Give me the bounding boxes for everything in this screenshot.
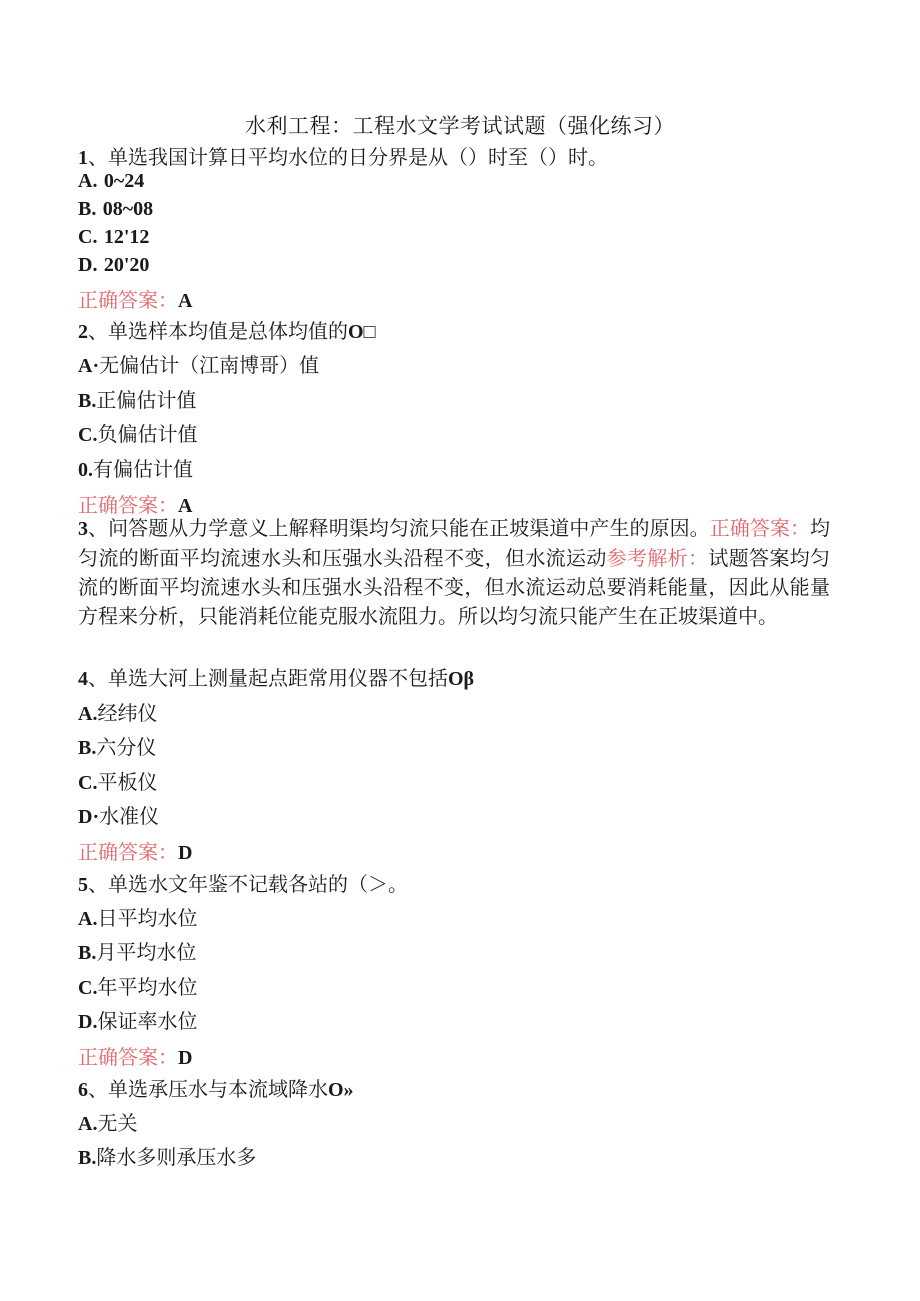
analysis-label: 参考解析： (606, 546, 709, 570)
question-text: 、单选我国计算日平均水位的日分界是从（）时至（）时。 (88, 145, 608, 169)
option-b: B.月平均水位 (78, 940, 197, 964)
question-number: 1 (78, 147, 88, 169)
option-a: A.无关 (78, 1111, 138, 1135)
answer-line: 正确答案：D (78, 1045, 193, 1069)
answer-line: 正确答案：D (78, 840, 193, 864)
option-d: D.保证率水位 (78, 1009, 198, 1033)
answer-line: 正确答案：A (78, 493, 193, 517)
option-c: C.平板仪 (78, 770, 158, 794)
answer-text: 均匀流的断面平均流速水头和压强水头沿程不变，但水流运动 (78, 516, 831, 570)
option-c: C.年平均水位 (78, 975, 198, 999)
option-b: B.降水多则承压水多 (78, 1145, 257, 1169)
option-a: A.日平均水位 (78, 906, 198, 930)
question-6: 6、单选承压水与本流域降水O» (78, 1077, 354, 1101)
option-b: B.正偏估计值 (78, 388, 197, 412)
option-c: C.负偏估计值 (78, 422, 198, 446)
answer-label: 正确答案： (709, 516, 811, 540)
option-d: D. 20'20 (78, 254, 150, 276)
question-1 (78, 141, 608, 170)
option-d: D·水准仪 (78, 804, 160, 828)
option-b: B.六分仪 (78, 735, 157, 759)
answer-label: 正确答案： (78, 288, 178, 312)
option-b: B. 08~08 (78, 198, 154, 220)
answer-value: A (178, 290, 193, 312)
question-3: 3、问答题从力学意义上解释明渠均匀流只能在正坡渠道中产生的原因。正确答案：均匀流的断面平均流速水头和压强水头沿程不变，但水流运动参考解析：试题答案均匀流的断面平均流速水头和压强水头沿程不变，但水流运动总要消耗能量，因此从能量方程来分析，只能消耗位能克服水流阻力。所以均匀流只能产生在正坡渠道中。 (78, 516, 831, 628)
option-a: A.经纬仪 (78, 701, 158, 725)
option-c: C. 12'12 (78, 226, 150, 248)
question-5: 5、单选水文年鉴不记载各站的（＞。 (78, 872, 408, 896)
answer-line (78, 284, 192, 313)
question-2: 2、单选样本均值是总体均值的O□ (78, 319, 376, 343)
option-a: A·无偏估计（江南博哥）值 (78, 353, 320, 377)
page-title: 水利工程：工程水文学考试试题（强化练习） (245, 114, 675, 138)
question-4: 4、单选大河上测量起点距常用仪器不包括Oβ (78, 666, 475, 690)
option-a: A. 0~24 (78, 170, 145, 192)
option-d: 0.有偏估计值 (78, 457, 193, 481)
analysis-text: 试题答案均匀流的断面平均流速水头和压强水头沿程不变，但水流运动总要消耗能量，因此从能量方程来分析，只能消耗位能克服水流阻力。所以均匀流只能产生在正坡渠道中。 (78, 546, 831, 628)
